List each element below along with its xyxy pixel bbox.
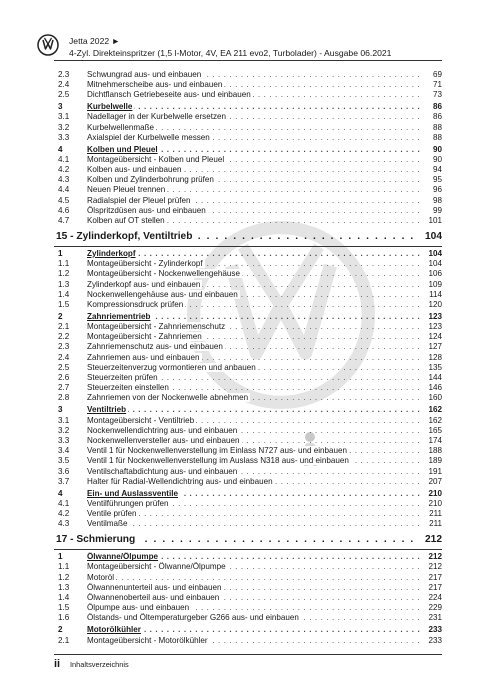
toc-entry-page: 86 — [432, 102, 442, 112]
toc-entry-number: 3.3 — [58, 132, 70, 142]
toc-entry[interactable] — [54, 353, 442, 363]
toc-entry-number: 2.3 — [58, 69, 70, 79]
toc-entry-page: 233 — [428, 635, 442, 645]
toc-entry-page: 231 — [428, 613, 442, 623]
toc-entry-number: 4.3 — [58, 175, 70, 185]
toc-entry-number: 2.5 — [58, 90, 70, 100]
footer-divider — [54, 654, 442, 655]
toc-entry-page: 114 — [429, 289, 442, 299]
toc-entry-label: Nockenwellenversteller aus- und einbauen — [87, 435, 240, 445]
toc-entry-page: 90 — [432, 154, 442, 164]
toc-entry[interactable] — [54, 90, 442, 100]
toc-entry-number: 4.7 — [58, 216, 70, 226]
toc-entry-page: 191 — [428, 466, 442, 476]
toc-entry-page: 160 — [428, 393, 442, 403]
toc-entry-page: 96 — [432, 185, 442, 195]
toc-entry-label: Steuerzeitenverzug vormontieren und anbauen — [87, 362, 256, 372]
vw-logo-icon — [37, 34, 59, 56]
toc-entry[interactable] — [54, 467, 442, 477]
toc-entry[interactable] — [54, 583, 442, 593]
toc-entry-label: Montageübersicht - Kolben und Pleuel — [87, 154, 225, 164]
toc-entry[interactable] — [54, 175, 442, 185]
toc-entry-number: 2.1 — [58, 322, 70, 332]
toc-section-group — [54, 312, 442, 404]
toc-entry-page: 98 — [432, 195, 442, 205]
toc-entry-number: 2.7 — [58, 383, 70, 393]
toc-entry[interactable] — [54, 290, 442, 300]
toc-entry-number: 1.5 — [58, 299, 70, 309]
toc-entry-number: 1.1 — [58, 562, 70, 572]
toc-entry-number: 1 — [58, 249, 63, 258]
toc-entry-page: 135 — [428, 362, 442, 372]
toc-section-group — [54, 552, 442, 623]
toc-section-group — [54, 625, 442, 645]
toc-entry-label: Zahnriemenschutz aus- und einbauen — [87, 342, 223, 352]
toc-entry-label: Ölpumpe aus- und einbauen — [87, 603, 190, 613]
toc-entry-page: 217 — [428, 572, 442, 582]
toc-entry[interactable] — [54, 603, 442, 613]
toc-entry[interactable] — [54, 165, 442, 175]
toc-entry-label: Zahnriemen von der Nockenwelle abnehmen — [87, 393, 249, 403]
toc-entry-page: 99 — [432, 205, 442, 215]
toc-entry-label: Zylinderkopf — [87, 249, 136, 258]
toc-entry-number: 3.7 — [58, 476, 70, 486]
toc-entry-label: Schwungrad aus- und einbauen — [87, 69, 202, 79]
toc-entry-label: Axialspiel der Kurbelwelle messen — [87, 132, 210, 142]
toc-entry[interactable] — [54, 477, 442, 487]
toc-chapter[interactable] — [54, 533, 442, 547]
toc-entry-label: Ventilschaftabdichtung aus- und einbauen — [87, 466, 238, 476]
toc-entry-label: Nadellager in der Kurbelwelle ersetzen — [87, 112, 227, 122]
toc-entry-number: 3.2 — [58, 425, 70, 435]
toc-entry-label: Montageübersicht - Motorölkühler — [87, 635, 208, 645]
toc-entry-number: 2 — [58, 311, 63, 321]
toc-entry-label: Radialspiel der Pleuel prüfen — [87, 195, 191, 205]
toc-chapter-label: 15 - Zylinderkopf, Ventiltrieb — [56, 231, 196, 242]
toc-entry-number: 4.3 — [58, 519, 70, 529]
toc-entry-label: Kurbelwelle — [87, 102, 133, 112]
toc-entry[interactable] — [54, 363, 442, 373]
toc-entry[interactable] — [54, 123, 442, 133]
toc-section-group — [54, 489, 442, 530]
toc-entry-page: 106 — [428, 269, 442, 279]
toc-entry[interactable] — [54, 573, 442, 583]
toc-entry[interactable] — [54, 155, 442, 165]
toc-entry-page: 88 — [432, 132, 442, 142]
toc-entry-number: 1.4 — [58, 593, 70, 602]
toc-entry-page: 104 — [428, 259, 442, 269]
toc-entry-page: 101 — [428, 216, 442, 226]
toc-entry-page: 211 — [429, 509, 442, 519]
toc-entry[interactable] — [54, 259, 442, 269]
toc-entry[interactable] — [54, 280, 442, 290]
toc-entry[interactable] — [54, 509, 442, 519]
toc-entry[interactable] — [54, 196, 442, 206]
toc-entry[interactable] — [54, 446, 442, 456]
toc-entry-page: 123 — [428, 322, 442, 332]
toc-entry-page: 86 — [432, 112, 442, 122]
toc-entry-label: Kolben aus- und einbauen — [87, 165, 182, 175]
toc-entry[interactable] — [54, 322, 442, 332]
toc-entry[interactable] — [54, 332, 442, 342]
document-title: Jetta 2022 ► — [69, 36, 121, 46]
toc-entry[interactable] — [54, 562, 442, 572]
toc-entry-number: 4.1 — [58, 154, 70, 164]
toc-entry-page: 69 — [432, 69, 442, 79]
toc-section-heading[interactable] — [54, 625, 442, 635]
toc-entry-page: 211 — [429, 519, 442, 529]
toc-chapter[interactable] — [54, 230, 442, 244]
toc-entry-number: 4.5 — [58, 195, 70, 205]
footer-page-number: ii — [54, 658, 61, 670]
toc-entry[interactable] — [54, 80, 442, 90]
toc-entry-page: 207 — [428, 476, 442, 486]
toc-entry-page: 189 — [428, 456, 442, 466]
toc-entry-label: Montageübersicht - Nockenwellengehäuse — [87, 269, 240, 279]
toc-entry-label: Ventil 1 für Nockenwellenverstellung im Einlass N727 aus- und einbauen — [87, 446, 348, 456]
toc-entry[interactable] — [54, 499, 442, 509]
toc-entry-label: Ein- und Auslassventile — [87, 488, 178, 498]
toc-entry-number: 3.1 — [58, 112, 70, 122]
toc-entry-number: 3.3 — [58, 435, 70, 445]
toc-entry-page: 212 — [428, 562, 442, 572]
toc-entry-number: 3.1 — [58, 415, 70, 425]
toc-entry-number: 1.2 — [58, 269, 70, 279]
toc-section-group — [54, 145, 442, 227]
toc-chapter-label: 17 - Schmierung — [56, 534, 139, 545]
toc-entry-label: Zahnriemen aus- und einbauen — [87, 352, 200, 362]
toc-entry-number: 3 — [58, 102, 63, 112]
toc-entry-label: Ventiltrieb — [87, 405, 127, 415]
toc-entry-label: Zylinderkopf aus- und einbauen — [87, 279, 201, 289]
toc-entry-page: 144 — [428, 373, 442, 383]
toc-entry-page: 188 — [428, 446, 442, 456]
toc-entry[interactable] — [54, 185, 442, 195]
toc-entry-number: 3.5 — [58, 456, 70, 466]
toc-section-heading[interactable] — [54, 102, 442, 112]
toc-entry-page: 229 — [428, 603, 442, 613]
toc-entry-label: Kurbelwellenmaße — [87, 122, 155, 132]
toc-section-group — [54, 102, 442, 143]
toc-entry-page: 217 — [428, 582, 442, 592]
toc-entry-number: 2.4 — [58, 352, 70, 362]
toc-entry-page: 224 — [428, 593, 442, 602]
toc-entry-page: 124 — [428, 332, 442, 342]
footer-label: Inhaltsverzeichnis — [70, 660, 129, 669]
toc-entry[interactable] — [54, 300, 442, 310]
toc-entry-number: 1.3 — [58, 582, 70, 592]
toc-entry-label: Kompressionsdruck prüfen — [87, 299, 184, 309]
toc-section-group — [54, 405, 442, 487]
toc-entry-label: Motoröl — [87, 572, 114, 582]
toc-entry-label: Montageübersicht - Zylinderkopf — [87, 259, 203, 269]
toc-entry-page: 210 — [428, 488, 442, 498]
toc-entry-number: 2 — [58, 625, 63, 635]
toc-entry-number: 4.1 — [58, 498, 70, 508]
toc-entry-number: 4.6 — [58, 205, 70, 215]
toc-entry-label: Ölwannenoberteil aus- und einbauen — [87, 593, 220, 602]
toc-section-heading[interactable] — [54, 489, 442, 499]
toc-chapter-page: 212 — [425, 534, 442, 546]
toc-entry-page: 233 — [428, 625, 442, 635]
toc-entry-label: Nockenwellendichtring aus- und einbauen — [87, 425, 238, 435]
toc-entry-label: Kolben auf OT stellen — [87, 216, 165, 226]
toc-entry-page: 120 — [428, 299, 442, 309]
toc-entry[interactable] — [54, 593, 442, 603]
toc-entry-number: 2.5 — [58, 362, 70, 372]
toc-entry-number: 1.1 — [58, 259, 70, 269]
toc-entry-label: Ölspritzdüsen aus- und einbauen — [87, 205, 206, 215]
toc-entry[interactable] — [54, 519, 442, 529]
document-subtitle: 4-Zyl. Direkteinspritzer (1,5 l-Motor, 4V, EA 211 evo2, Turbolader) - Ausgabe 06.2021 — [69, 48, 392, 58]
toc-entry-number: 2.1 — [58, 635, 70, 645]
toc-entry-label: Steuerzeiten prüfen — [87, 373, 158, 383]
toc-section-heading[interactable] — [54, 249, 442, 259]
toc-entry-label: Kolben und Zylinderbohrung prüfen — [87, 175, 214, 185]
toc-entry-number: 3.6 — [58, 466, 70, 476]
toc-entry-label: Ventilmaße — [87, 519, 128, 529]
toc-entry-page: 95 — [432, 175, 442, 185]
toc-entry[interactable] — [54, 216, 442, 226]
toc-entry-number: 4.4 — [58, 185, 70, 195]
chapter-divider — [54, 549, 442, 550]
toc-entry-page: 127 — [428, 342, 442, 352]
toc-entry-label: Nockenwellengehäuse aus- und einbauen — [87, 289, 238, 299]
toc-entry[interactable] — [54, 393, 442, 403]
chapter-divider — [54, 246, 442, 247]
toc-entry-page: 123 — [428, 311, 442, 321]
toc-entry-label: Dichtflansch Getriebeseite aus- und einbauen — [87, 90, 251, 100]
toc-entry-number: 4 — [58, 488, 63, 498]
toc-entry-number: 2.4 — [58, 79, 70, 89]
toc-section-heading[interactable] — [54, 312, 442, 322]
toc-entry-label: Ventil 1 für Nockenwellenverstellung im Auslass N318 aus- und einbauen — [87, 456, 349, 466]
toc-entry[interactable] — [54, 70, 442, 80]
toc-entry[interactable] — [54, 342, 442, 352]
toc-entry-label: Montageübersicht - Zahnriemen — [87, 332, 202, 342]
toc-entry-page: 162 — [428, 405, 442, 415]
toc-entry[interactable] — [54, 373, 442, 383]
toc-entry-page: 212 — [428, 552, 442, 562]
toc-entry-number: 1.4 — [58, 289, 70, 299]
toc-entry-number: 1 — [58, 552, 63, 562]
toc-entry-number: 1.2 — [58, 572, 70, 582]
toc-entry-number: 1.5 — [58, 603, 70, 613]
toc-entry-page: 73 — [432, 90, 442, 100]
toc-entry-number: 1.6 — [58, 613, 70, 623]
toc-entry-page: 210 — [428, 498, 442, 508]
toc-section-group — [54, 249, 442, 310]
toc-section-heading[interactable] — [54, 405, 442, 415]
toc-entry-page: 174 — [428, 435, 442, 445]
toc-entry[interactable] — [54, 636, 442, 646]
toc-section-heading[interactable] — [54, 145, 442, 155]
toc-entry-number: 4.2 — [58, 509, 70, 519]
toc-entry[interactable] — [54, 133, 442, 143]
toc-entry-label: Neuen Pleuel trennen — [87, 185, 166, 195]
toc-entry-label: Mitnehmerscheibe aus- und einbauen — [87, 79, 223, 89]
toc-entry-label: Ölwannenunterteil aus- und einbauen — [87, 582, 222, 592]
table-of-contents — [54, 68, 442, 646]
toc-entry-page: 88 — [432, 122, 442, 132]
toc-entry-label: Steuerzeiten einstellen — [87, 383, 169, 393]
toc-entry[interactable] — [54, 436, 442, 446]
toc-entry-label: Montageübersicht - Ölwanne/Ölpumpe — [87, 562, 226, 572]
toc-entry[interactable] — [54, 456, 442, 466]
toc-entry-page: 90 — [432, 144, 442, 154]
toc-entry-label: Ventile prüfen — [87, 509, 137, 519]
toc-entry[interactable] — [54, 269, 442, 279]
toc-entry-number: 2.2 — [58, 332, 70, 342]
toc-entry-page: 165 — [428, 425, 442, 435]
toc-entry-label: Ventilführungen prüfen — [87, 498, 169, 508]
header-divider — [54, 60, 442, 61]
toc-entry-number: 2.6 — [58, 373, 70, 383]
toc-entry-number: 4.2 — [58, 165, 70, 175]
toc-entry[interactable] — [54, 613, 442, 623]
toc-entry[interactable] — [54, 383, 442, 393]
toc-entry-number: 3.4 — [58, 446, 70, 456]
toc-entry-label: Montageübersicht - Zahnriemenschutz — [87, 322, 226, 332]
toc-entry-page: 104 — [428, 249, 442, 258]
toc-entry-number: 2.8 — [58, 393, 70, 403]
toc-entry-label: Motorölkühler — [87, 625, 141, 635]
toc-entry-page: 128 — [428, 352, 442, 362]
toc-entry-label: Montageübersicht - Ventiltrieb — [87, 415, 195, 425]
toc-entry-number: 3 — [58, 405, 63, 415]
toc-entry-label: Ölwanne/Ölpumpe — [87, 552, 159, 562]
toc-entry[interactable] — [54, 112, 442, 122]
toc-section-heading[interactable] — [54, 552, 442, 562]
toc-entry-number: 1.3 — [58, 279, 70, 289]
toc-entry-label: Zahnriementrieb — [87, 311, 151, 321]
toc-entry-number: 3.2 — [58, 122, 70, 132]
toc-entry-page: 109 — [428, 279, 442, 289]
toc-entry-label: Kolben und Pleuel — [87, 144, 158, 154]
toc-entry-page: 94 — [432, 165, 442, 175]
toc-entry-page: 71 — [432, 79, 442, 89]
toc-entry[interactable] — [54, 206, 442, 216]
toc-chapter-page: 104 — [425, 231, 442, 243]
toc-entry[interactable] — [54, 426, 442, 436]
toc-section-group — [54, 70, 442, 101]
toc-entry-label: Halter für Radial-Wellendichtring aus- und einbauen — [87, 476, 273, 486]
toc-entry-number: 4 — [58, 144, 63, 154]
toc-entry[interactable] — [54, 416, 442, 426]
toc-entry-page: 146 — [428, 383, 442, 393]
toc-entry-label: Ölstands- und Öltemperaturgeber G266 aus- und einbauen — [87, 613, 299, 623]
toc-entry-number: 2.3 — [58, 342, 70, 352]
toc-entry-page: 162 — [428, 415, 442, 425]
